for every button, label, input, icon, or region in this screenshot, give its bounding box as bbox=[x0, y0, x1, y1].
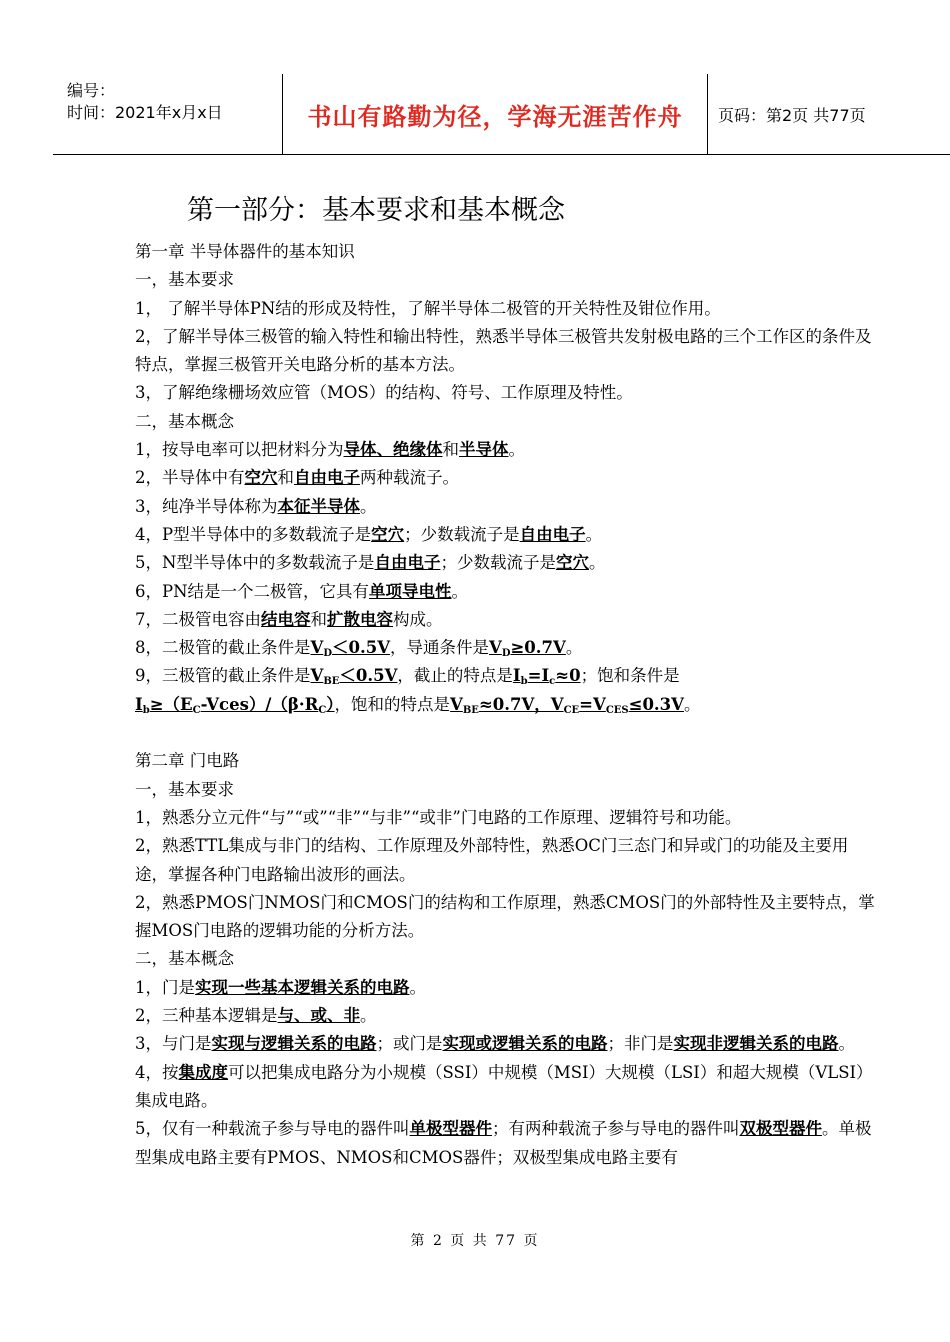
paragraph: 1，门是实现一些基本逻辑关系的电路。 bbox=[135, 977, 426, 997]
part-title: 第一部分：基本要求和基本概念 bbox=[187, 195, 565, 226]
key-term: 双极型器件 bbox=[739, 1119, 822, 1139]
section-heading: 一，基本要求 bbox=[135, 779, 234, 799]
key-term: 结电容 bbox=[261, 609, 311, 629]
key-term: 实现或逻辑关系的电路 bbox=[442, 1034, 608, 1054]
key-term: 本征半导体 bbox=[277, 496, 360, 516]
formula: $V_D\ge 0.7V$ bbox=[489, 638, 566, 660]
key-term: 单极型器件 bbox=[409, 1119, 492, 1139]
key-term: 实现一些基本逻辑关系的电路 bbox=[195, 977, 410, 997]
header-meta bbox=[67, 80, 282, 124]
document-body bbox=[135, 238, 875, 1172]
key-term: 半导体 bbox=[459, 440, 509, 460]
paragraph: 3，与门是实现与逻辑关系的电路；或门是实现或逻辑关系的电路；非门是实现非逻辑关系的电路。 bbox=[135, 1034, 855, 1054]
paragraph: 8，二极管的截止条件是$V_D<0.5V$，导通条件是$V_D\ge 0.7V$。 bbox=[135, 638, 583, 660]
paragraph: 2，三种基本逻辑是与、或、非。 bbox=[135, 1006, 377, 1026]
key-term: 与、或、非 bbox=[277, 1006, 360, 1026]
section-heading: 二，基本概念 bbox=[135, 949, 234, 969]
paragraph: 3，纯净半导体称为本征半导体。 bbox=[135, 496, 377, 516]
key-term: 空穴 bbox=[371, 524, 405, 544]
key-term: 扩散电容 bbox=[327, 609, 393, 629]
paragraph: 2，熟悉TTL集成与非门的结构、工作原理及外部特性，熟悉OC门三态门和异或门的功能及主要用途，掌握各种门电路输出波形的画法。 bbox=[135, 836, 849, 884]
formula: $V_D<0.5V$ bbox=[310, 638, 390, 660]
header-page-info: 页码：第2页 共77页 bbox=[718, 105, 866, 125]
paragraph: 5，仅有一种载流子参与导电的器件叫单极型器件；有两种载流子参与导电的器件叫双极型器件。单极型集成电路主要有PMOS、NMOS和CMOS器件；双极型集成电路主要有 bbox=[135, 1119, 872, 1167]
header-divider bbox=[707, 74, 708, 154]
paragraph: 5，N型半导体中的多数载流子是自由电子；少数载流子是空穴。 bbox=[135, 553, 606, 573]
key-term: 自由电子 bbox=[374, 553, 441, 573]
paragraph: 2，熟悉PMOS门NMOS门和CMOS门的结构和工作原理，熟悉CMOS门的外部特性及主要特点，掌握MOS门电路的逻辑功能的分析方法。 bbox=[135, 892, 875, 941]
key-term: 空穴 bbox=[244, 468, 278, 488]
formula: $V_{BE}\approx 0.7V$，$V_{CE}=V_{CES}\le 0.3V$ bbox=[450, 694, 684, 716]
paragraph: 4，P型半导体中的多数载流子是空穴；少数载流子是自由电子。 bbox=[135, 524, 603, 544]
key-term: 实现与逻辑关系的电路 bbox=[211, 1034, 377, 1054]
paragraph: 9，三极管的截止条件是$V_{BE}<0.5V$，截止的特点是$I_b=I_c\approx 0$；饱和条件是 $I_b\ge(E_C-Vces)/(\beta\cdot R_C)$，饱和的特点是$V_{BE}\approx 0.7V$，$V_{CE}=V_{CES}\le 0.3V$。 bbox=[135, 666, 701, 716]
chapter-title: 第一章 半导体器件的基本知识 bbox=[135, 242, 355, 261]
paragraph: 7，二极管电容由结电容和扩散电容构成。 bbox=[135, 609, 443, 629]
key-term: 单项导电性 bbox=[369, 581, 452, 601]
paragraph: 6，PN结是一个二极管，它具有单项导电性。 bbox=[135, 581, 469, 601]
document-time-label: 时间：2021年x月x日 bbox=[67, 103, 223, 122]
section-heading: 一，基本要求 bbox=[135, 270, 234, 290]
formula: $I_b=I_c\approx 0$ bbox=[512, 666, 581, 688]
page-footer: 第 2 页 共 77 页 bbox=[410, 1233, 540, 1249]
page-header bbox=[53, 74, 950, 155]
paragraph: 2，半导体中有空穴和自由电子两种载流子。 bbox=[135, 468, 459, 488]
formula: $I_b\ge(E_C-Vces)/(\beta\cdot R_C)$ bbox=[135, 694, 335, 716]
key-term: 空穴 bbox=[555, 553, 589, 573]
section-heading: 二，基本概念 bbox=[135, 411, 234, 431]
paragraph: 2，了解半导体三极管的输入特性和输出特性，熟悉半导体三极管共发射极电路的三个工作区的条件及特点，掌握三极管开关电路分析的基本方法。 bbox=[135, 326, 872, 375]
key-term: 自由电子 bbox=[519, 524, 586, 544]
paragraph: 4，按集成度可以把集成电路分为小规模（SSI）中规模（MSI）大规模（LSI）和超大规模（VLSI）集成电路。 bbox=[135, 1062, 873, 1110]
header-motto: 书山有路勤为径，学海无涯苦作舟 bbox=[307, 102, 683, 131]
key-term: 自由电子 bbox=[294, 468, 360, 488]
key-term: 实现非逻辑关系的电路 bbox=[673, 1034, 839, 1054]
paragraph: 3，了解绝缘栅场效应管（MOS）的结构、符号、工作原理及特性。 bbox=[135, 383, 633, 403]
key-term: 集成度 bbox=[178, 1062, 228, 1082]
chapter-title: 第二章 门电路 bbox=[135, 751, 240, 771]
document-number-label: 编号： bbox=[67, 81, 116, 100]
paragraph: 1，按导电率可以把材料分为导体、绝缘体和半导体。 bbox=[135, 440, 525, 460]
key-term: 导体、绝缘体 bbox=[343, 440, 443, 460]
paragraph: 1，熟悉分立元件“与”“或”“非”“与非”“或非”门电路的工作原理、逻辑符号和功能。 bbox=[135, 807, 742, 827]
paragraph: 1， 了解半导体PN结的形成及特性，了解半导体二极管的开关特性及钳位作用。 bbox=[135, 298, 721, 318]
formula: $V_{BE}<0.5V$ bbox=[310, 666, 398, 688]
spacer bbox=[135, 719, 875, 747]
